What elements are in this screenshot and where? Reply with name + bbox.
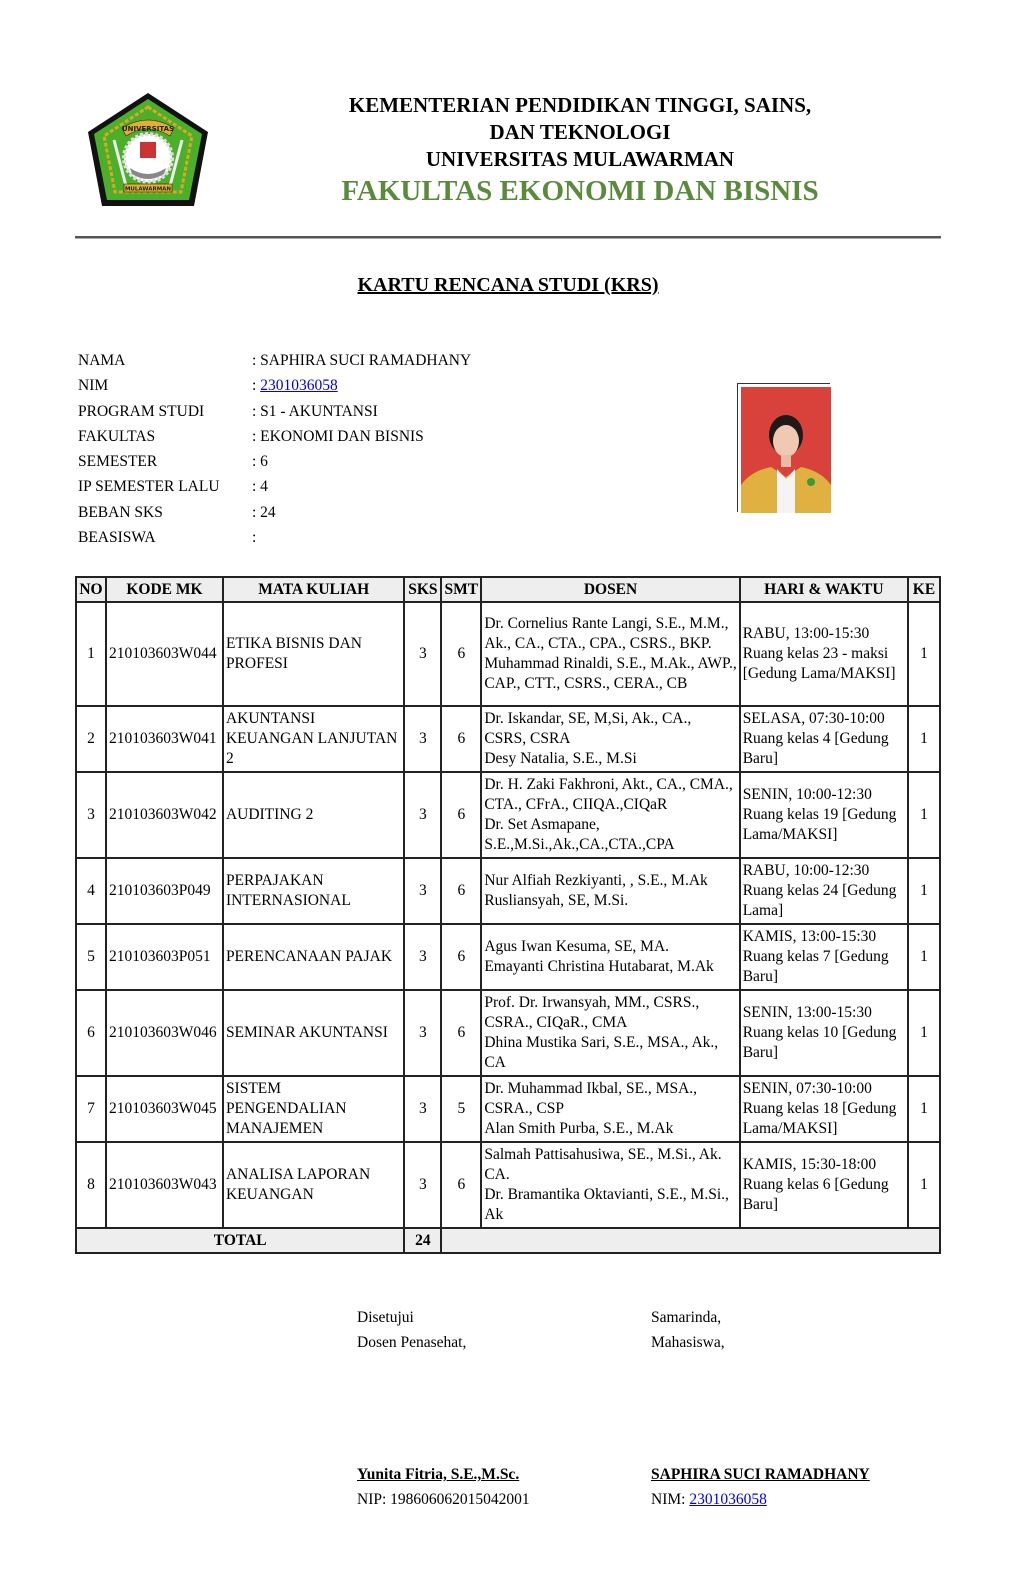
advisor-nip: 198606062015042001 bbox=[390, 1491, 530, 1508]
table-row bbox=[76, 858, 940, 924]
lecturer-name: Alan Smith Purba, S.E., M.Ak bbox=[484, 1120, 674, 1137]
logo-text-bottom: MULAWARMAN bbox=[124, 186, 172, 193]
student-role: Mahasiswa, bbox=[651, 1334, 725, 1351]
lecturer-name: Dr. Iskandar, SE, M,Si, Ak., CA., CSRS, CSRA bbox=[484, 710, 692, 747]
schedule-time: RABU, 10:00-12:30 bbox=[742, 862, 870, 879]
cell-smt: 5 bbox=[441, 1076, 481, 1142]
advisor-name: Yunita Fitria, S.E.,M.Sc. bbox=[357, 1466, 520, 1483]
cell-no: 7 bbox=[76, 1076, 106, 1142]
university-logo bbox=[84, 90, 212, 212]
cell-mata-kuliah: SEMINAR AKUNTANSI bbox=[223, 990, 404, 1076]
cell-hari-waktu bbox=[740, 924, 908, 990]
lecturer-name: Salmah Pattisahusiwa, SE., M.Si., Ak. CA. bbox=[484, 1146, 722, 1183]
cell-sks: 3 bbox=[404, 706, 441, 772]
cell-hari-waktu bbox=[740, 990, 908, 1076]
lecturer-name: Dr. Bramantika Oktavianti, S.E., M.Si., Ak bbox=[484, 1186, 729, 1223]
cell-hari-waktu bbox=[740, 1076, 908, 1142]
lecturer-name: Dr. Cornelius Rante Langi, S.E., M.M., Ak., CA., CTA., CPA., CSRS., BKP. bbox=[484, 615, 729, 652]
schedule-room: Ruang kelas 19 [Gedung Lama/MAKSI] bbox=[742, 806, 897, 843]
schedule-room: Ruang kelas 6 [Gedung Baru] bbox=[742, 1176, 889, 1213]
info-value: : bbox=[252, 529, 257, 547]
info-row-nim bbox=[78, 373, 471, 398]
cell-dosen bbox=[481, 772, 739, 858]
cell-kode-mk: 210103603P051 bbox=[106, 924, 223, 990]
column-header-dosen: DOSEN bbox=[481, 577, 739, 602]
cell-dosen bbox=[481, 706, 739, 772]
cell-hari-waktu bbox=[740, 602, 908, 706]
approval-label: Disetujui bbox=[357, 1309, 414, 1326]
cell-sks: 3 bbox=[404, 924, 441, 990]
cell-mata-kuliah: AUDITING 2 bbox=[223, 772, 404, 858]
cell-mata-kuliah: AKUNTANSI KEUANGAN LANJUTAN 2 bbox=[223, 706, 404, 772]
cell-ke: 1 bbox=[908, 1142, 940, 1228]
schedule-time: RABU, 13:00-15:30 bbox=[742, 625, 870, 642]
schedule-room: Ruang kelas 10 [Gedung Baru] bbox=[742, 1024, 897, 1061]
cell-ke: 1 bbox=[908, 602, 940, 706]
info-row-beasiswa bbox=[78, 525, 471, 550]
advisor-role: Dosen Penasehat, bbox=[357, 1334, 467, 1351]
cell-no: 3 bbox=[76, 772, 106, 858]
lecturer-name: Desy Natalia, S.E., M.Si bbox=[484, 750, 637, 767]
info-row-semester bbox=[78, 449, 471, 474]
cell-sks: 3 bbox=[404, 990, 441, 1076]
cell-kode-mk: 210103603W046 bbox=[106, 990, 223, 1076]
cell-mata-kuliah: ANALISA LAPORAN KEUANGAN bbox=[223, 1142, 404, 1228]
cell-no: 2 bbox=[76, 706, 106, 772]
cell-no: 1 bbox=[76, 602, 106, 706]
table-row bbox=[76, 990, 940, 1076]
schedule-room: Ruang kelas 23 - maksi [Gedung Lama/MAKSI] bbox=[742, 645, 896, 682]
table-row bbox=[76, 772, 940, 858]
info-value: : SAPHIRA SUCI RAMADHANY bbox=[252, 352, 472, 369]
ministry-line-2: DAN TEKNOLOGI bbox=[489, 120, 671, 144]
cell-kode-mk: 210103603W042 bbox=[106, 772, 223, 858]
cell-smt: 6 bbox=[441, 772, 481, 858]
cell-sks: 3 bbox=[404, 1142, 441, 1228]
nip-label: NIP: bbox=[357, 1491, 391, 1508]
cell-no: 6 bbox=[76, 990, 106, 1076]
column-header-no: NO bbox=[76, 577, 106, 602]
column-header-kode-mk: KODE MK bbox=[106, 577, 223, 602]
letterhead bbox=[300, 92, 860, 209]
student-signature-block bbox=[651, 1305, 725, 1355]
place-label: Samarinda, bbox=[651, 1309, 722, 1326]
nim-link[interactable]: 2301036058 bbox=[260, 377, 338, 395]
info-label: SEMESTER bbox=[78, 453, 158, 471]
total-sks: 24 bbox=[404, 1228, 441, 1253]
lecturer-name: Nur Alfiah Rezkiyanti, , S.E., M.Ak bbox=[484, 872, 708, 889]
cell-sks: 3 bbox=[404, 602, 441, 706]
info-label: BEBAN SKS bbox=[78, 503, 163, 521]
info-row-nama bbox=[78, 348, 471, 373]
info-label: FAKULTAS bbox=[78, 427, 156, 445]
cell-ke: 1 bbox=[908, 990, 940, 1076]
cell-ke: 1 bbox=[908, 858, 940, 924]
cell-mata-kuliah: SISTEM PENGENDALIAN MANAJEMEN bbox=[223, 1076, 404, 1142]
info-value: : S1 - AKUNTANSI bbox=[252, 402, 378, 420]
table-row bbox=[76, 1142, 940, 1228]
cell-dosen bbox=[481, 924, 739, 990]
total-row bbox=[76, 1228, 940, 1253]
total-empty bbox=[441, 1228, 940, 1253]
cell-smt: 6 bbox=[441, 602, 481, 706]
schedule-time: SENIN, 10:00-12:30 bbox=[742, 786, 872, 803]
cell-smt: 6 bbox=[441, 990, 481, 1076]
info-label: BEASISWA bbox=[78, 529, 156, 547]
schedule-time: KAMIS, 13:00-15:30 bbox=[742, 928, 877, 945]
column-header-ke: KE bbox=[908, 577, 940, 602]
krs-table bbox=[75, 576, 941, 1254]
header-divider bbox=[75, 236, 941, 239]
cell-kode-mk: 210103603W044 bbox=[106, 602, 223, 706]
cell-kode-mk: 210103603P049 bbox=[106, 858, 223, 924]
column-header-hari-waktu: HARI & WAKTU bbox=[740, 577, 908, 602]
table-header-row bbox=[76, 577, 940, 602]
logo-text-top: UNIVERSITAS bbox=[121, 125, 175, 133]
table-row bbox=[76, 924, 940, 990]
column-header-sks: SKS bbox=[404, 577, 441, 602]
info-label: PROGRAM STUDI bbox=[78, 402, 205, 420]
cell-dosen bbox=[481, 1142, 739, 1228]
faculty-name: FAKULTAS EKONOMI DAN BISNIS bbox=[341, 175, 819, 207]
table-row bbox=[76, 706, 940, 772]
cell-ke: 1 bbox=[908, 706, 940, 772]
cell-smt: 6 bbox=[441, 924, 481, 990]
lecturer-name: Dr. Muhammad Ikbal, SE., MSA., CSRA., CSP bbox=[484, 1080, 698, 1117]
advisor-signature-block bbox=[357, 1305, 466, 1355]
university-name: UNIVERSITAS MULAWARMAN bbox=[425, 147, 735, 171]
lecturer-name: Emayanti Christina Hutabarat, M.Ak bbox=[484, 958, 714, 975]
info-prefix: : bbox=[252, 377, 261, 395]
info-value: : EKONOMI DAN BISNIS bbox=[252, 427, 424, 445]
cell-dosen bbox=[481, 1076, 739, 1142]
column-header-smt: SMT bbox=[441, 577, 481, 602]
cell-kode-mk: 210103603W045 bbox=[106, 1076, 223, 1142]
student-photo bbox=[737, 383, 830, 512]
cell-mata-kuliah: PERPAJAKAN INTERNASIONAL bbox=[223, 858, 404, 924]
cell-dosen bbox=[481, 990, 739, 1076]
lecturer-name: Dr. Set Asmapane, S.E.,M.Si.,Ak.,CA.,CTA.,CPA bbox=[484, 816, 675, 853]
schedule-time: KAMIS, 15:30-18:00 bbox=[742, 1156, 877, 1173]
cell-mata-kuliah: ETIKA BISNIS DAN PROFESI bbox=[223, 602, 404, 706]
table-row bbox=[76, 1076, 940, 1142]
student-name: SAPHIRA SUCI RAMADHANY bbox=[651, 1466, 870, 1483]
cell-sks: 3 bbox=[404, 772, 441, 858]
cell-ke: 1 bbox=[908, 772, 940, 858]
cell-ke: 1 bbox=[908, 924, 940, 990]
info-value: : 24 bbox=[252, 503, 276, 521]
schedule-time: SELASA, 07:30-10:00 bbox=[742, 710, 885, 727]
cell-kode-mk: 210103603W041 bbox=[106, 706, 223, 772]
cell-dosen bbox=[481, 602, 739, 706]
info-row-fakultas bbox=[78, 424, 471, 449]
info-row-ip-semester-lalu bbox=[78, 474, 471, 499]
advisor-name-block bbox=[357, 1462, 530, 1512]
table-row bbox=[76, 602, 940, 706]
schedule-room: Ruang kelas 18 [Gedung Lama/MAKSI] bbox=[742, 1100, 897, 1137]
info-value: : 4 bbox=[252, 478, 268, 496]
cell-no: 5 bbox=[76, 924, 106, 990]
cell-kode-mk: 210103603W043 bbox=[106, 1142, 223, 1228]
cell-hari-waktu bbox=[740, 772, 908, 858]
info-row-beban-sks bbox=[78, 500, 471, 525]
info-label: NAMA bbox=[78, 352, 126, 369]
schedule-time: SENIN, 13:00-15:30 bbox=[742, 1004, 872, 1021]
student-nim-link[interactable]: 2301036058 bbox=[689, 1491, 767, 1508]
lecturer-name: Prof. Dr. Irwansyah, MM., CSRS., CSRA., CIQaR., CMA bbox=[484, 994, 700, 1031]
lecturer-name: Agus Iwan Kesuma, SE, MA. bbox=[484, 938, 670, 955]
info-row-program-studi bbox=[78, 399, 471, 424]
schedule-time: SENIN, 07:30-10:00 bbox=[742, 1080, 872, 1097]
lecturer-name: Dr. H. Zaki Fakhroni, Akt., CA., CMA., CTA., CFrA., CIIQA.,CIQaR bbox=[484, 776, 733, 813]
cell-no: 4 bbox=[76, 858, 106, 924]
cell-dosen bbox=[481, 858, 739, 924]
cell-hari-waktu bbox=[740, 1142, 908, 1228]
lecturer-name: Muhammad Rinaldi, S.E., M.Ak., AWP., CAP., CTT., CSRS., CERA., CB bbox=[484, 655, 737, 692]
cell-ke: 1 bbox=[908, 1076, 940, 1142]
cell-sks: 3 bbox=[404, 1076, 441, 1142]
schedule-room: Ruang kelas 4 [Gedung Baru] bbox=[742, 730, 889, 767]
schedule-room: Ruang kelas 7 [Gedung Baru] bbox=[742, 948, 889, 985]
info-label: IP SEMESTER LALU bbox=[78, 478, 220, 496]
cell-smt: 6 bbox=[441, 858, 481, 924]
cell-hari-waktu bbox=[740, 858, 908, 924]
nim-label: NIM: bbox=[651, 1491, 690, 1508]
cell-no: 8 bbox=[76, 1142, 106, 1228]
column-header-mata-kuliah: MATA KULIAH bbox=[223, 577, 404, 602]
cell-mata-kuliah: PERENCANAAN PAJAK bbox=[223, 924, 404, 990]
ministry-line-1: KEMENTERIAN PENDIDIKAN TINGGI, SAINS, bbox=[348, 93, 812, 117]
document-title: KARTU RENCANA STUDI (KRS) bbox=[357, 274, 659, 296]
cell-smt: 6 bbox=[441, 706, 481, 772]
student-name-block bbox=[651, 1462, 870, 1512]
cell-sks: 3 bbox=[404, 858, 441, 924]
info-label: NIM bbox=[78, 377, 109, 395]
cell-smt: 6 bbox=[441, 1142, 481, 1228]
schedule-room: Ruang kelas 24 [Gedung Lama] bbox=[742, 882, 897, 919]
lecturer-name: Rusliansyah, SE, M.Si. bbox=[484, 892, 629, 909]
cell-hari-waktu bbox=[740, 706, 908, 772]
lecturer-name: Dhina Mustika Sari, S.E., MSA., Ak., CA bbox=[484, 1034, 719, 1071]
total-label: TOTAL bbox=[76, 1228, 404, 1253]
student-info bbox=[78, 348, 471, 550]
info-value: : 6 bbox=[252, 453, 268, 471]
